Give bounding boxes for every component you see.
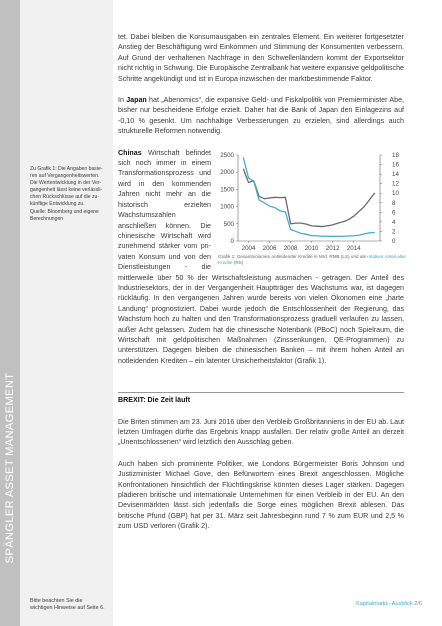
note-line: Die Wertentwicklung in der Ver- [30,180,102,187]
npl-chart [216,151,404,253]
x-tick-label: 2010 [304,244,319,252]
footnote-line: wichtigen Hinweise auf Seite 6. [30,605,105,612]
y-right-tick-label: 8 [392,199,396,207]
note-line: ren auf Vergangenheitswerten. [30,173,100,180]
keyword-china: Chinas [118,148,142,157]
footnote-line: Bitte beachten Sie die [30,598,83,604]
chart-source-note [30,166,110,223]
y-right-tick-label: 12 [392,180,399,188]
paragraph-consumption: tet. Dabei bleiben die Konsumausgaben ein zentrales Element. Ein weiterer fortgesetzter Anstieg der Beschäftigung wird Einkommen und Stimmung der Konsumenten verbessern. Auf Grund der verhaltenen Nachfrage in den Schwellenländern kommt der Exportsektor nicht richtig in Schwung. Die Europäische Zentralbank hat weitere expansive geldpolitische Schritte angekündigt und ist in Europa inzwischen der marktbestimmende Faktor. [118,33,404,83]
paragraph-japan: In Japan hat „Abenomics“, die expansive Geld- und Fiskalpolitik von Premierminister Abe, bisher nur bescheidene Erfolge erzielt. Daher hat die Bank of Japan den Einlagezins auf -0,10 % gesenkt. Um nachhaltige Verbesserungen zu erzielen, sind allerdings auch strukturelle Reformen notwendig. [118,96,404,136]
note-line: Berechnungen [30,215,64,222]
y-right-tick-label: 14 [392,170,399,178]
note-line: chen Rückschlüsse auf die zu- [30,194,100,201]
y-left-tick-label: 2500 [220,151,234,159]
main-content [118,32,404,532]
y-left-tick-label: 500 [223,220,234,228]
paragraph-china: 0 500 1000 1500 2000 2500 0 2 4 6 8 10 12 14 16 18 2004 2006 2008 2010 2012 2014 Grafik 1: Gesamtvolumen notleidender Kredite in Mrd. RMB (LS) und als relativer Anteil aller Kredite (RS) Chinas Wirtschaft befindet sich noch immer in einem Transformationsprozess und wird in den kommenden Jahren nicht mehr an die historisch erzielten Wachstumszahlen anschließen können. Die chinesische Wirtschaft wird zunehmend stärker vom privaten Konsum und von den Dienstleistungen - die mittlerweile über 50 % der Wirtschaftsleistung ausmachen - getragen. Der Anteil des Industriesektors, der in der Vergangenheit Hauptträger des Wachstums war, ist dagegen rückläufig. In den vergangenen Jahren wurde bereits von vielen Ökonomen eine „harte Landung“ prognostiziert. Dabei wurde jedoch die Entschlossenheit der Regierung, das Wachstum hoch zu halten und den Transformationsprozess graduell verlaufen zu lassen, außer Acht gelassen. Zudem hat die chinesische Notenbank (PBoC) noch Spielraum, die Wirtschaft mit geldpolitischen Maßnahmen (Zinssenkungen, QE-Programmen) zu unterstützen. Dagegen bleiben die chinesischen Banken – mit ihrem hohen Anteil an notleidenden Krediten – ein latenter Unsicherheitsfaktor (Grafik 1). [118,148,406,365]
paragraph-brexit-politics: Auch haben sich prominente Politiker, wie Londons Bürgermeister Boris Johnson und Justizminister Michael Gove, den Befürwortern eines Brexit angeschlossen. Mögliche Konfrontationen hinsichtlich der Flüchtlingskrise könnten dieses Lager stärken. Dagegen plädieren britische und internationale Unternehmen für einen Verbleib in der EU. An den Devisenmärkten lässt sich jedenfalls die Sorge eines möglichen Brexit ablesen. Das britische Pfund (GBP) hat per 31. März seit Jahresbeginn rund 7 % zum EUR und 2,5 % zum USD verloren (Grafik 2). [118,459,404,531]
y-left-tick-label: 2000 [220,168,234,176]
disclaimer-footnote [30,598,120,613]
chart-caption: Grafik 1: Gesamtvolumen notleidender Kredite in Mrd. RMB (LS) und als relativer Anteil aller Kredite (RS) [218,253,406,265]
paragraph-brexit-vote: Die Briten stimmen am 23. Juni 2016 über den Verbleib Großbritanniens in der EU ab. Laut letzten Umfragen dürfte das Ergebnis knapp ausfallen. Der relativ große Anteil an derzeit „Unentschlossenen“ wird letztlich den Ausschlag geben. [118,417,404,447]
series-line-volume [243,168,374,226]
x-tick-label: 2014 [346,244,361,252]
y-right-tick-label: 2 [392,228,396,236]
section-title-brexit: BREXIT: Die Zeit läuft [118,396,191,405]
x-tick-label: 2008 [283,244,298,252]
y-right-tick-label: 18 [392,151,399,159]
page-number: 2/6 [414,601,422,607]
note-line: künftige Entwicklung zu. [30,201,85,208]
note-line: Quelle: Bloomberg und eigene [30,208,99,215]
y-right-tick-label: 10 [392,189,399,197]
y-left-tick-label: 0 [230,237,234,245]
chart-npl [216,151,404,263]
brand-name: SPÄNGLER ASSET MANAGEMENT [4,372,16,564]
caption-highlight: relativer Anteil aller Kredite [218,253,406,265]
x-tick-label: 2006 [262,244,277,252]
note-line: gangenheit lässt keine verlässli- [30,187,103,194]
note-line: Zu Grafik 1: Die Angaben basie- [30,166,103,172]
y-right-tick-label: 4 [392,218,396,226]
brand-band [0,0,20,626]
y-right-tick-label: 6 [392,208,396,216]
y-right-tick-label: 0 [392,237,396,245]
y-right-tick-label: 16 [392,161,399,169]
y-left-tick-label: 1500 [220,186,234,194]
x-tick-label: 2004 [241,244,256,252]
section-divider [118,392,404,393]
x-tick-label: 2012 [325,244,340,252]
footer-label: Kapitalmarkt - Ausblick [356,601,413,607]
y-left-tick-label: 1000 [220,203,234,211]
keyword-japan: Japan [126,96,147,105]
page-footer [356,601,422,607]
